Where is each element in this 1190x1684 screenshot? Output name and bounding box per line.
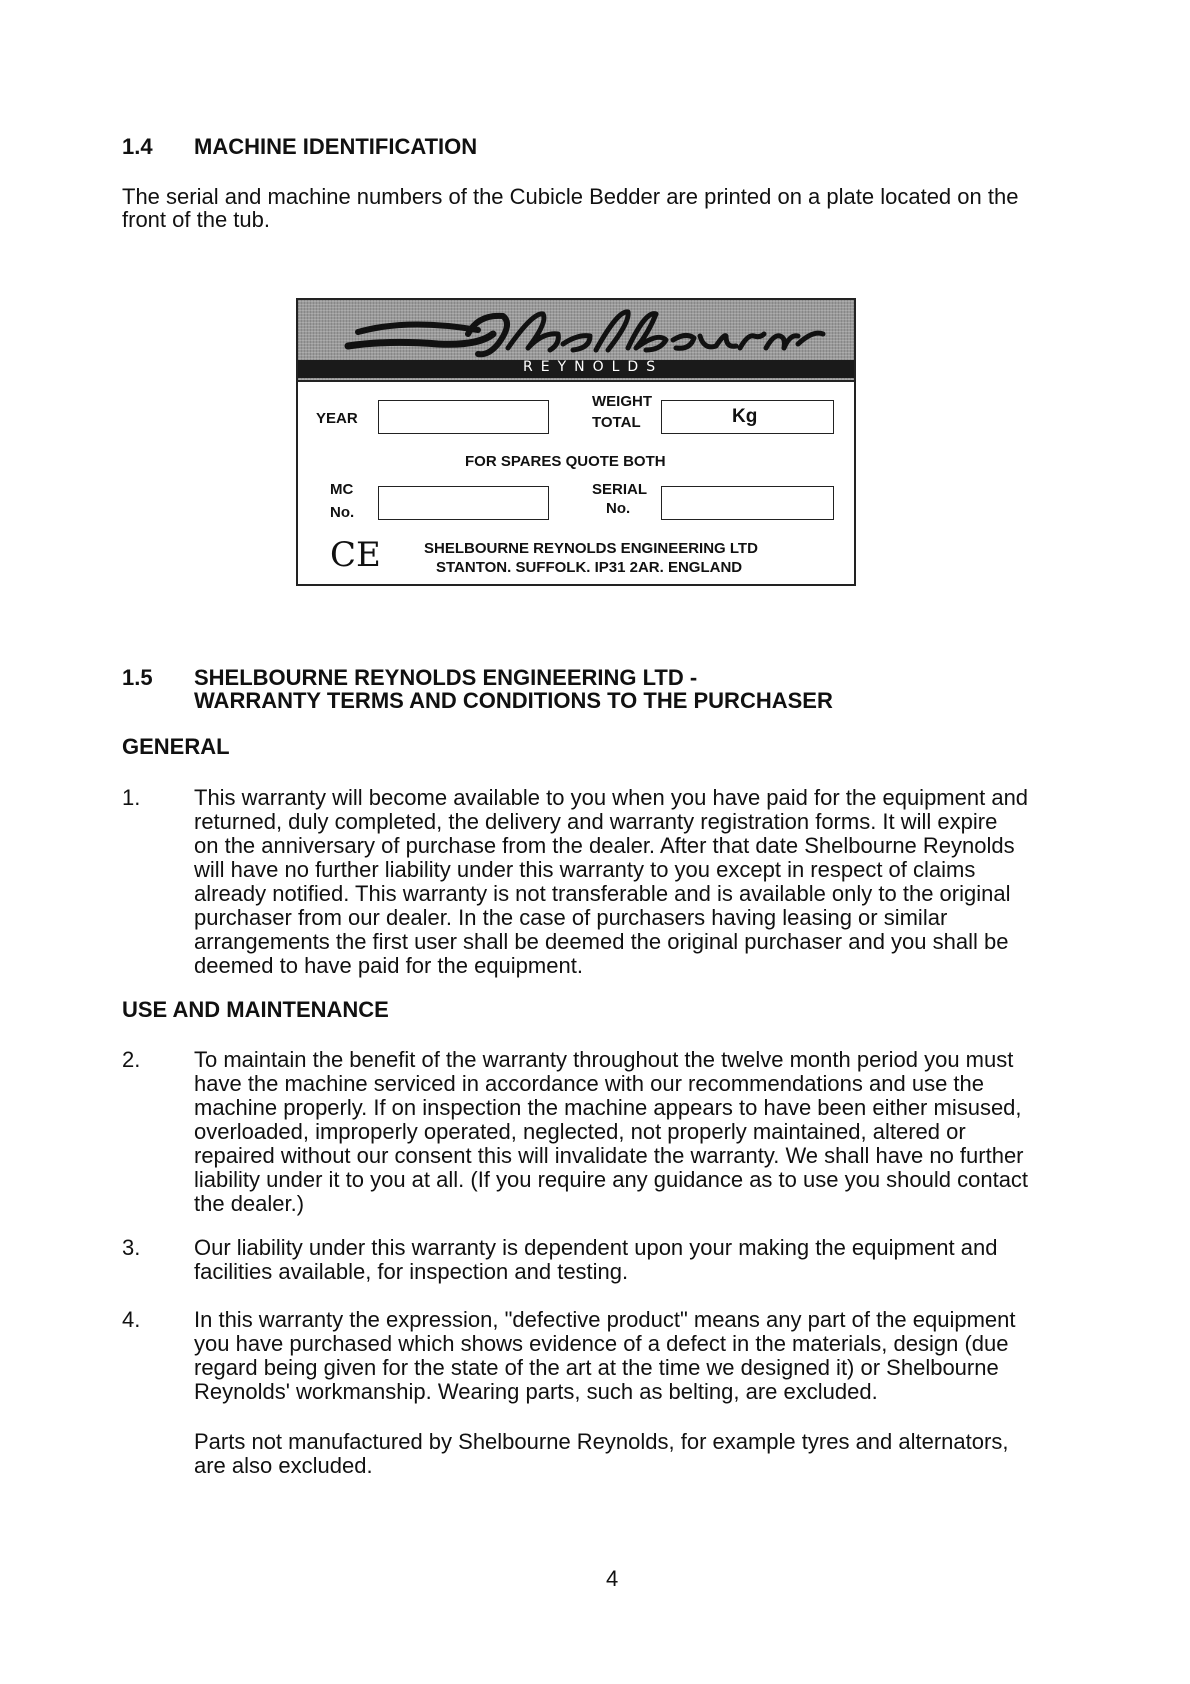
plate-mc-label: MC	[330, 481, 354, 498]
section-1-4-number: 1.4	[122, 134, 153, 159]
plate-year-field	[378, 400, 549, 434]
section-1-4-title: MACHINE IDENTIFICATION	[194, 134, 478, 159]
use-maintenance-heading: USE AND MAINTENANCE	[122, 997, 389, 1022]
section-1-4-text-line: front of the tub.	[122, 207, 270, 232]
text-line: already notified. This warranty is not transferable and is available only to the original	[194, 881, 1011, 906]
plate-address-line: STANTON. SUFFOLK. IP31 2AR. ENGLAND	[436, 559, 743, 576]
plate-total-label: TOTAL	[592, 414, 641, 431]
text-line: machine properly. If on inspection the machine appears to have been either misused,	[194, 1095, 1022, 1120]
text-line: deemed to have paid for the equipment.	[194, 953, 583, 978]
parts-exclusion-paragraph	[194, 1430, 1124, 1478]
text-line: have the machine serviced in accordance with our recommendations and use the	[194, 1071, 985, 1096]
item-number: 3.	[122, 1235, 141, 1260]
text-line: Parts not manufactured by Shelbourne Reynolds, for example tyres and alternators,	[194, 1429, 1009, 1454]
section-1-4-text-line: The serial and machine numbers of the Cubicle Bedder are printed on a plate located on the	[122, 184, 1019, 209]
text-line: Our liability under this warranty is dependent upon your making the equipment and	[194, 1235, 998, 1260]
warranty-item-3	[194, 1236, 1124, 1284]
plate-mc-no-label: No.	[330, 504, 355, 521]
warranty-item-4	[194, 1308, 1124, 1404]
item-number: 4.	[122, 1307, 141, 1332]
plate-logo-banner	[298, 300, 854, 382]
ce-mark: CE	[330, 535, 381, 575]
text-line: This warranty will become available to you when you have paid for the equipment and	[194, 785, 1029, 810]
text-line: on the anniversary of purchase from the dealer. After that date Shelbourne Reynolds	[194, 833, 1015, 858]
shelbourne-logo-icon	[328, 304, 828, 364]
text-line: liability under it to you at all. (If you require any guidance as to use you should contact	[194, 1167, 1029, 1192]
text-line: regard being given for the state of the art at the time we designed it) or Shelbourne	[194, 1355, 999, 1380]
text-line: are also excluded.	[194, 1453, 373, 1478]
identification-plate	[296, 298, 856, 586]
text-line: arrangements the first user shall be deemed the original purchaser and you shall be	[194, 929, 1009, 954]
text-line: In this warranty the expression, "defective product" means any part of the equipment	[194, 1307, 1016, 1332]
plate-year-label: YEAR	[316, 410, 358, 427]
text-line: repaired without our consent this will invalidate the warranty. We shall have no further	[194, 1143, 1024, 1168]
plate-company-line: SHELBOURNE REYNOLDS ENGINEERING LTD	[424, 540, 758, 557]
plate-subbrand: REYNOLDS	[523, 359, 664, 375]
page-number: 4	[606, 1566, 619, 1591]
text-line: facilities available, for inspection and testing.	[194, 1259, 629, 1284]
section-1-5-title-line: SHELBOURNE REYNOLDS ENGINEERING LTD -	[194, 665, 698, 690]
section-1-5-title-line: WARRANTY TERMS AND CONDITIONS TO THE PURCHASER	[194, 688, 833, 713]
general-heading: GENERAL	[122, 734, 230, 759]
plate-serial-no-label: No.	[606, 500, 631, 517]
plate-spares-text: FOR SPARES QUOTE BOTH	[465, 453, 666, 470]
plate-mc-field	[378, 486, 549, 520]
text-line: purchaser from our dealer. In the case of purchasers having leasing or similar	[194, 905, 948, 930]
text-line: will have no further liability under this warranty to you except in respect of claims	[194, 857, 976, 882]
text-line: the dealer.)	[194, 1191, 305, 1216]
section-1-5-number: 1.5	[122, 665, 153, 690]
plate-kg-label: Kg	[732, 406, 758, 427]
text-line: To maintain the benefit of the warranty throughout the twelve month period you must	[194, 1047, 1014, 1072]
plate-serial-field	[661, 486, 834, 520]
text-line: you have purchased which shows evidence of a defect in the materials, design (due	[194, 1331, 1009, 1356]
item-number: 1.	[122, 785, 141, 810]
plate-weight-label: WEIGHT	[592, 393, 652, 410]
warranty-item-2	[194, 1048, 1124, 1216]
text-line: overloaded, improperly operated, neglected, not properly maintained, altered or	[194, 1119, 966, 1144]
plate-weight-field	[661, 400, 834, 434]
text-line: returned, duly completed, the delivery and warranty registration forms. It will expire	[194, 809, 998, 834]
warranty-item-1	[194, 786, 1124, 978]
text-line: Reynolds' workmanship. Wearing parts, such as belting, are excluded.	[194, 1379, 878, 1404]
plate-serial-label: SERIAL	[592, 481, 648, 498]
item-number: 2.	[122, 1047, 141, 1072]
